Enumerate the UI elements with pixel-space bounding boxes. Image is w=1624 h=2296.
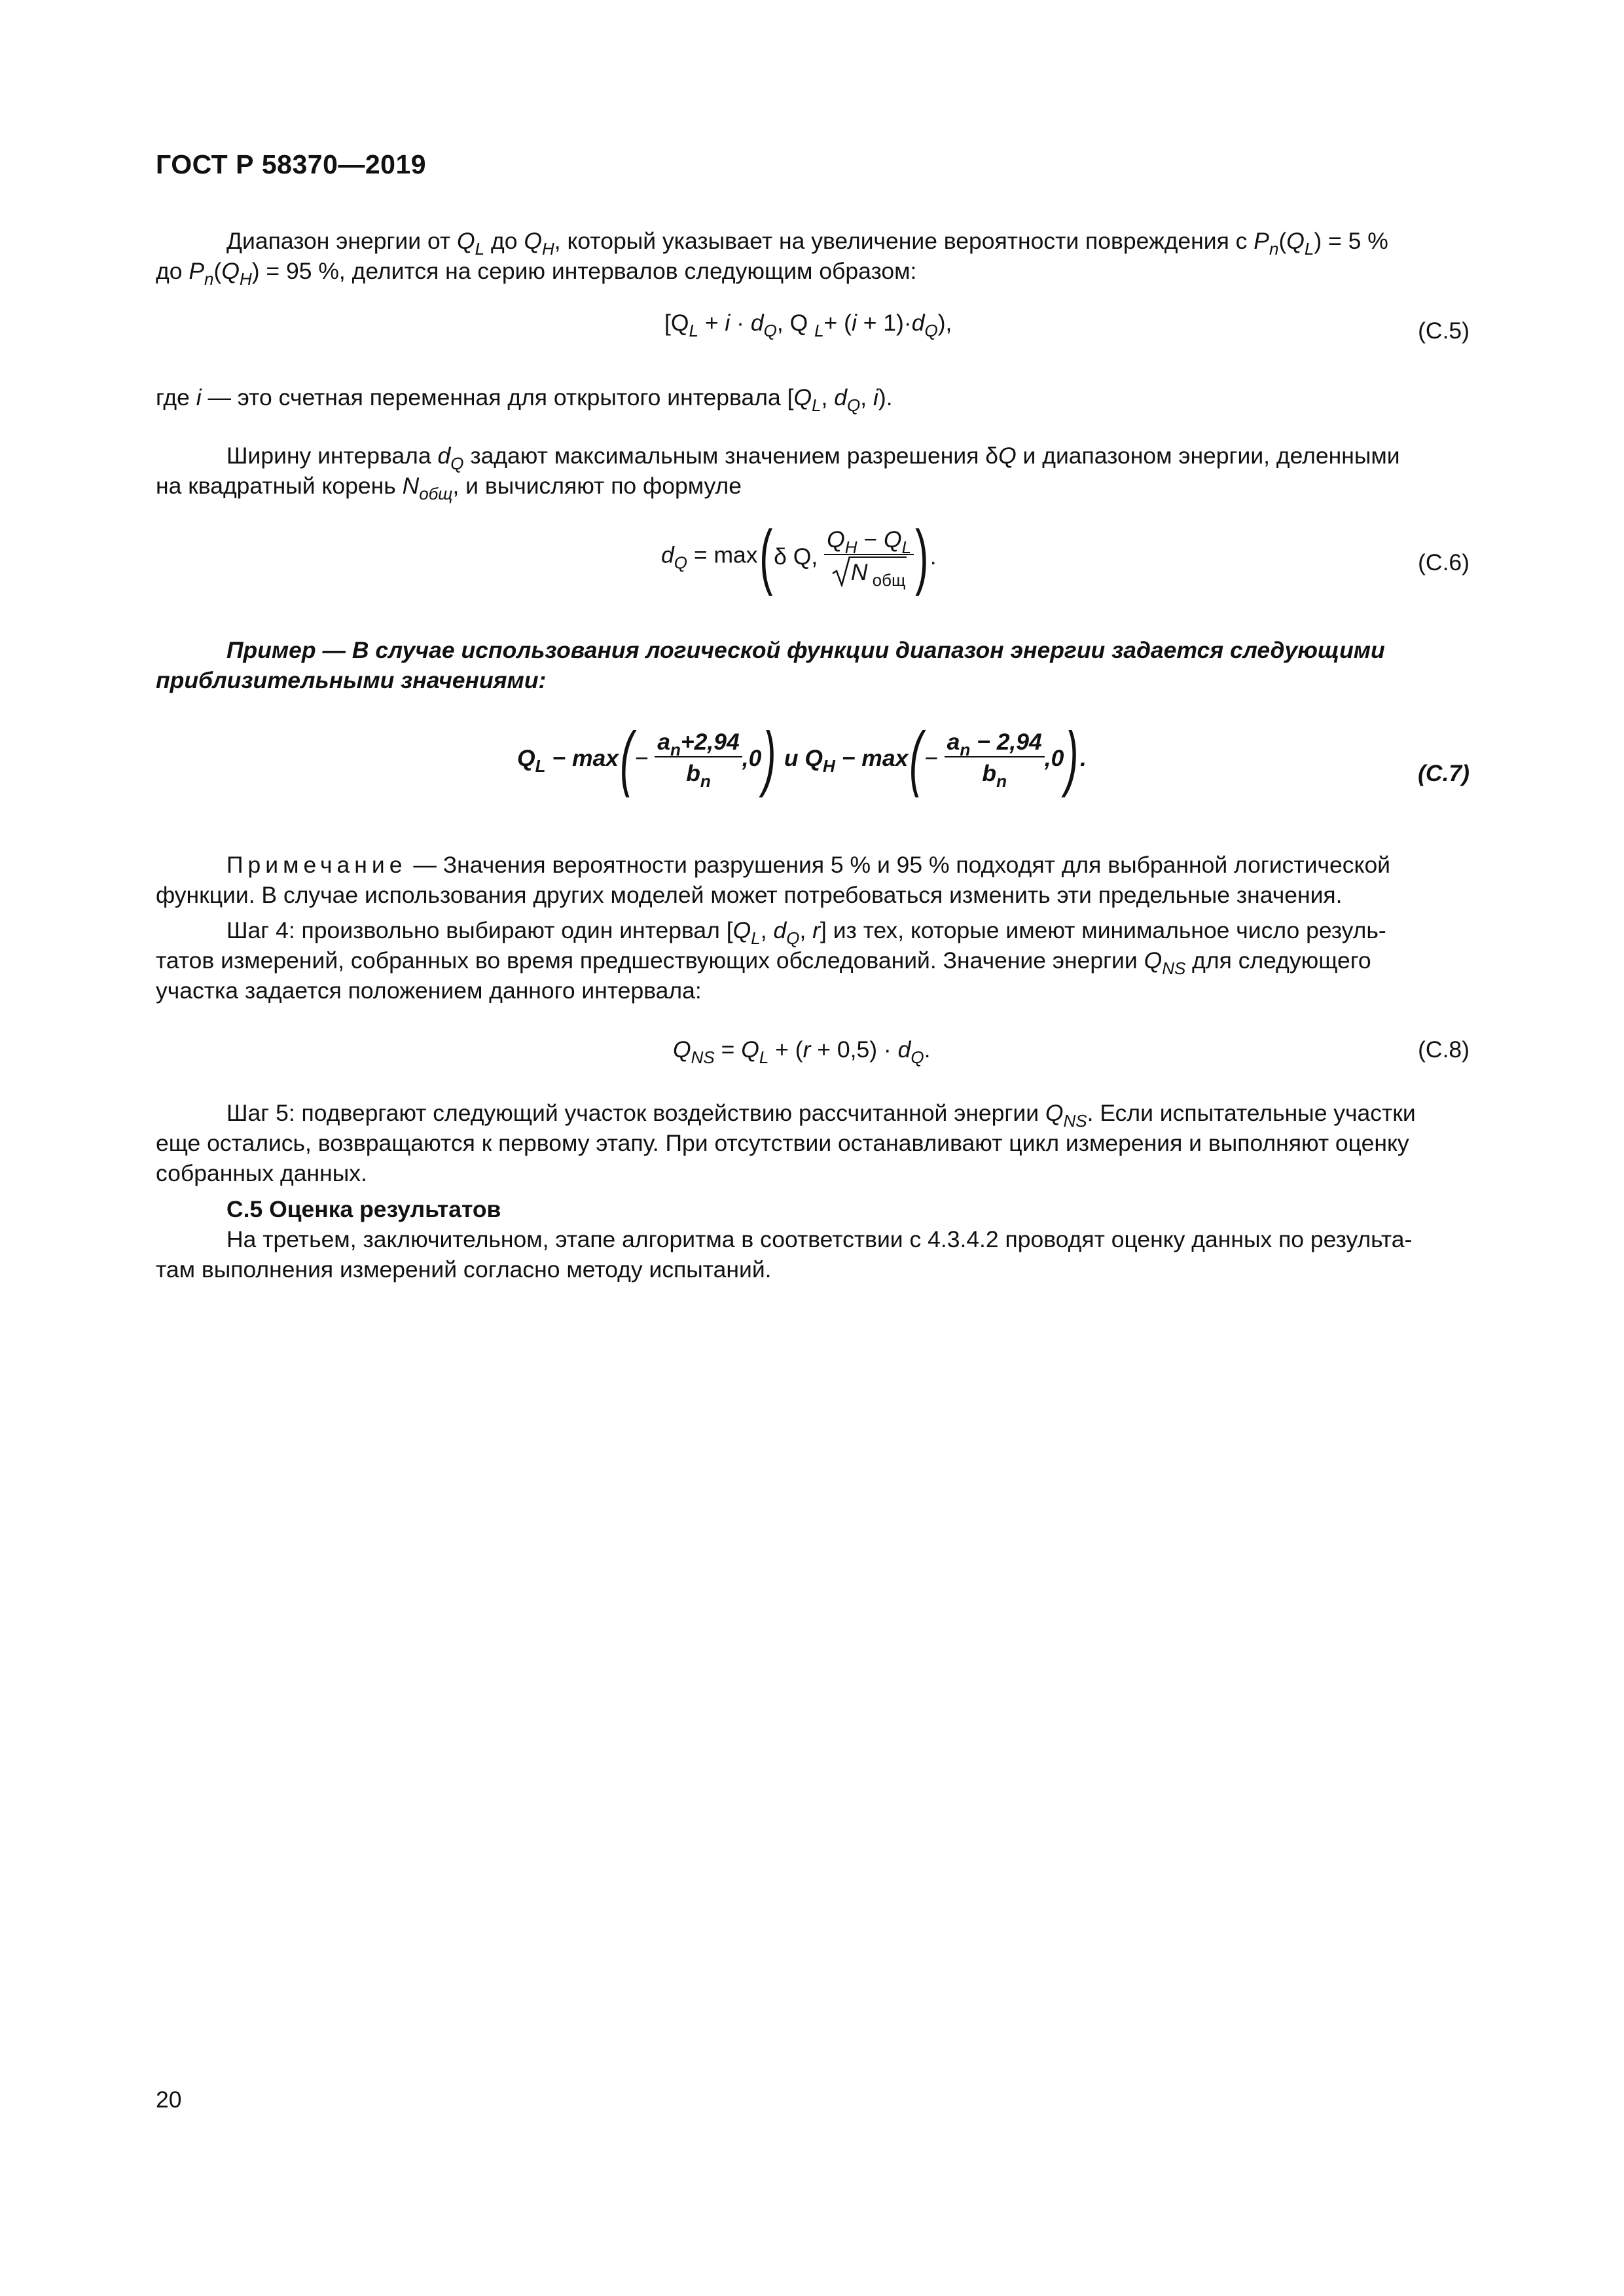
fraction-c7-2-denominator: $b_n$	[982, 760, 1007, 791]
step5-line3: собранных данных.	[156, 1160, 367, 1186]
paragraph-final	[156, 1224, 1470, 1285]
left-paren-2: (	[909, 718, 923, 798]
radical-sign-icon	[831, 555, 851, 587]
fraction-c6-numerator: $Q_H - Q_L$	[824, 526, 914, 555]
paragraph-interval-width	[156, 441, 1470, 501]
paragraph-interval-width-line1: Ширину интервала $d_Q$ задают максимальным значением разрешения δQ и диапазоном энергии, деленными	[226, 443, 1400, 473]
section-title-c5: С.5 Оценка результатов	[226, 1196, 501, 1222]
fraction-c7-1	[655, 729, 742, 791]
equation-number-c6: (С.6)	[1418, 549, 1470, 575]
fraction-c6	[824, 526, 914, 590]
equation-c8: $Q_{NS} = Q_L + (r + 0,5) \cdot d_Q$.	[673, 1036, 931, 1067]
right-paren-2: )	[1065, 718, 1079, 798]
left-paren: (	[759, 516, 772, 596]
left-paren-1: (	[620, 718, 634, 798]
example-line1: Пример — В случае использования логической функции диапазон энергии задается следующими	[226, 637, 1385, 663]
paragraph-step5	[156, 1098, 1470, 1188]
fraction-c7-2	[945, 729, 1045, 791]
paragraph-variable-definition: где i — это счетная переменная для открытого интервала [$Q_L$, $d_Q$, i).	[156, 384, 893, 415]
page-number: 20	[156, 2086, 182, 2113]
note-line1: Примечание — Значения вероятности разрушения 5 % и 95 % подходят для выбранной логистической	[226, 852, 1391, 878]
right-paren-1: )	[763, 718, 776, 798]
paragraph-energy-range-line1: Диапазон энергии от $Q_L$ до $Q_H$, который указывает на увеличение вероятности повреждения с $P_n(Q_L) = 5$ %	[226, 228, 1388, 259]
equation-number-c7: (С.7)	[1418, 760, 1470, 786]
step4-line2: татов измерений, собранных во время предшествующих обследований. Значение энергии $Q_{NS}$ для следующего	[156, 947, 1371, 978]
note-line2: функции. В случае использования других моделей может потребоваться изменить эти предельные значения.	[156, 882, 1343, 908]
paragraph-step4	[156, 915, 1470, 1006]
paragraph-energy-range	[156, 226, 1470, 289]
step5-line1: Шаг 5: подвергают следующий участок воздействию рассчитанной энергии $Q_{NS}$. Если испытательные участки	[226, 1100, 1416, 1131]
paragraph-energy-range-line2: до $P_n(Q_H) = 95$ %, делится на серию интервалов следующим образом:	[156, 258, 917, 289]
equation-number-c5: (С.5)	[1418, 318, 1470, 344]
fraction-c7-1-numerator: $a_n+2,94$	[655, 729, 742, 757]
step4-line3: участка задается положением данного интервала:	[156, 977, 702, 1004]
sqrt-symbol: N $_{общ}$	[831, 556, 907, 587]
equation-c5: [$Q_L + i \cdot d_Q$, Q $_L+ (i + 1)\cdot d_Q$),	[664, 310, 952, 340]
example-block	[156, 635, 1470, 695]
step5-line2: еще остались, возвращаются к первому этапу. При отсутствии останавливают цикл измерения и выполняют оценку	[156, 1130, 1409, 1156]
final-line2: там выполнения измерений согласно методу испытаний.	[156, 1256, 772, 1283]
final-line1: На третьем, заключительном, этапе алгоритма в соответствии с 4.3.4.2 проводят оценку данных по результа-	[226, 1226, 1413, 1252]
fraction-c7-1-denominator: $b_n$	[686, 760, 711, 791]
note-block	[156, 850, 1470, 910]
right-paren: )	[915, 516, 929, 596]
example-line2: приблизительными значениями:	[156, 667, 547, 693]
paragraph-interval-width-line2: на квадратный корень $N_{общ}$, и вычисляют по формуле	[156, 473, 742, 503]
equation-number-c8: (С.8)	[1418, 1036, 1470, 1063]
step4-line1: Шаг 4: произвольно выбирают один интервал [$Q_L$, $d_Q$, r] из тех, которые имеют минимальное число резуль-	[226, 917, 1386, 948]
fraction-c6-denominator	[824, 555, 914, 590]
fraction-c7-2-numerator: $a_n - 2,94$	[945, 729, 1045, 757]
equation-c6: $d_Q = \max(\delta$ Q, $\frac{Q_H - Q_L}{N _{общ}}$ ).	[661, 516, 937, 596]
document-header: ГОСТ Р 58370—2019	[156, 149, 427, 179]
equation-c7: $Q_L - \max(-$ $\frac{a_n+2,94}{b_n}$ ,0) и $Q_H - \max(-$ $\frac{a_n - 2,94}{b_n}$ ,0).	[517, 718, 1087, 798]
